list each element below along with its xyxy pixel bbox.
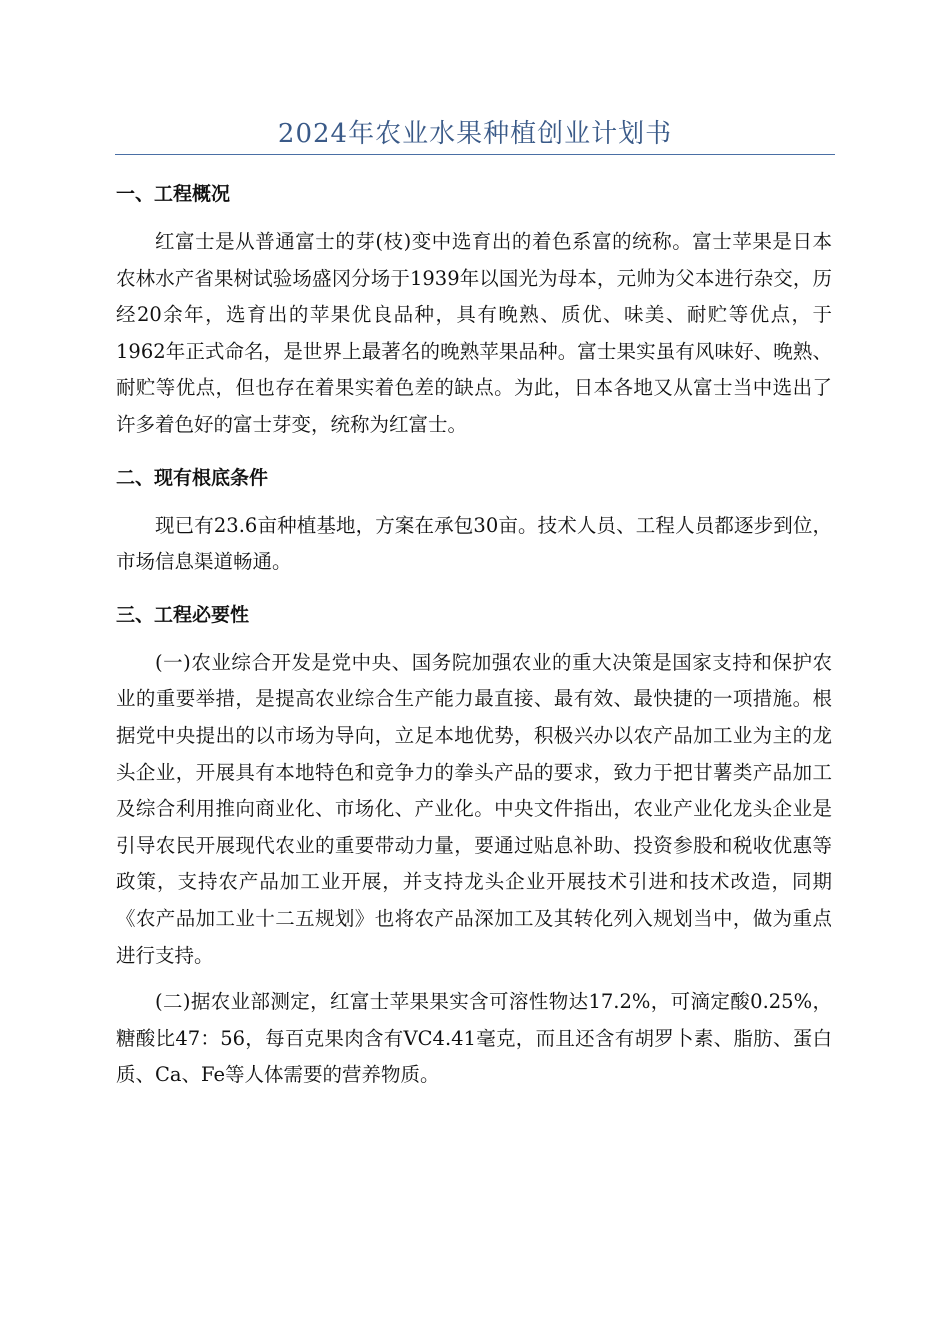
section-project-overview: [116, 174, 832, 444]
document-body: [116, 174, 832, 1104]
paragraph: (一)农业综合开发是党中央、国务院加强农业的重大决策是国家支持和保护农业的重要举措，是提高农业综合生产能力最直接、最有效、最快捷的一项措施。根据党中央提出的以市场为导向，立足本地优势，积极兴办以农产品加工业为主的龙头企业，开展具有本地特色和竞争力的拳头产品的要求，致力于把甘薯类产品加工及综合利用推向商业化、市场化、产业化。中央文件指出，农业产业化龙头企业是引导农民开展现代农业的重要带动力量，要通过贴息补助、投资参股和税收优惠等政策，支持农产品加工业开展，并支持龙头企业开展技术引进和技术改造，同期《农产品加工业十二五规划》也将农产品深加工及其转化列入规划当中，做为重点进行支持。: [116, 650, 832, 967]
paragraph: (二)据农业部测定，红富士苹果果实含可溶性物达17.2%，可滴定酸0.25%，糖酸比47：56，每百克果肉含有VC4.41毫克，而且还含有胡罗卜素、脂肪、蛋白质、Ca、Fe等人体需要的营养物质。: [116, 990, 832, 1087]
section-existing-conditions: [116, 458, 832, 581]
section-heading: 三、工程必要性: [116, 603, 250, 626]
paragraph: 红富士是从普通富士的芽(枝)变中选育出的着色系富的统称。富士苹果是日本农林水产省果树试验场盛冈分场于1939年以国光为母本，元帅为父本进行杂交，历经20余年，选育出的苹果优良品种，具有晚熟、质优、味美、耐贮等优点，于1962年正式命名，是世界上最著名的晚熟苹果品种。富士果实虽有风味好、晚熟、耐贮等优点，但也存在着果实着色差的缺点。为此，日本各地又从富士当中选出了许多着色好的富士芽变，统称为红富士。: [116, 230, 832, 436]
section-heading: 二、现有根底条件: [116, 466, 269, 489]
title-underline: [115, 154, 835, 155]
paragraph: 现已有23.6亩种植基地，方案在承包30亩。技术人员、工程人员都逐步到位，市场信息渠道畅通。: [116, 513, 832, 574]
section-heading: 一、工程概况: [116, 183, 231, 205]
section-project-necessity: [116, 595, 832, 1094]
document-title: 2024年农业水果种植创业计划书: [277, 119, 673, 149]
